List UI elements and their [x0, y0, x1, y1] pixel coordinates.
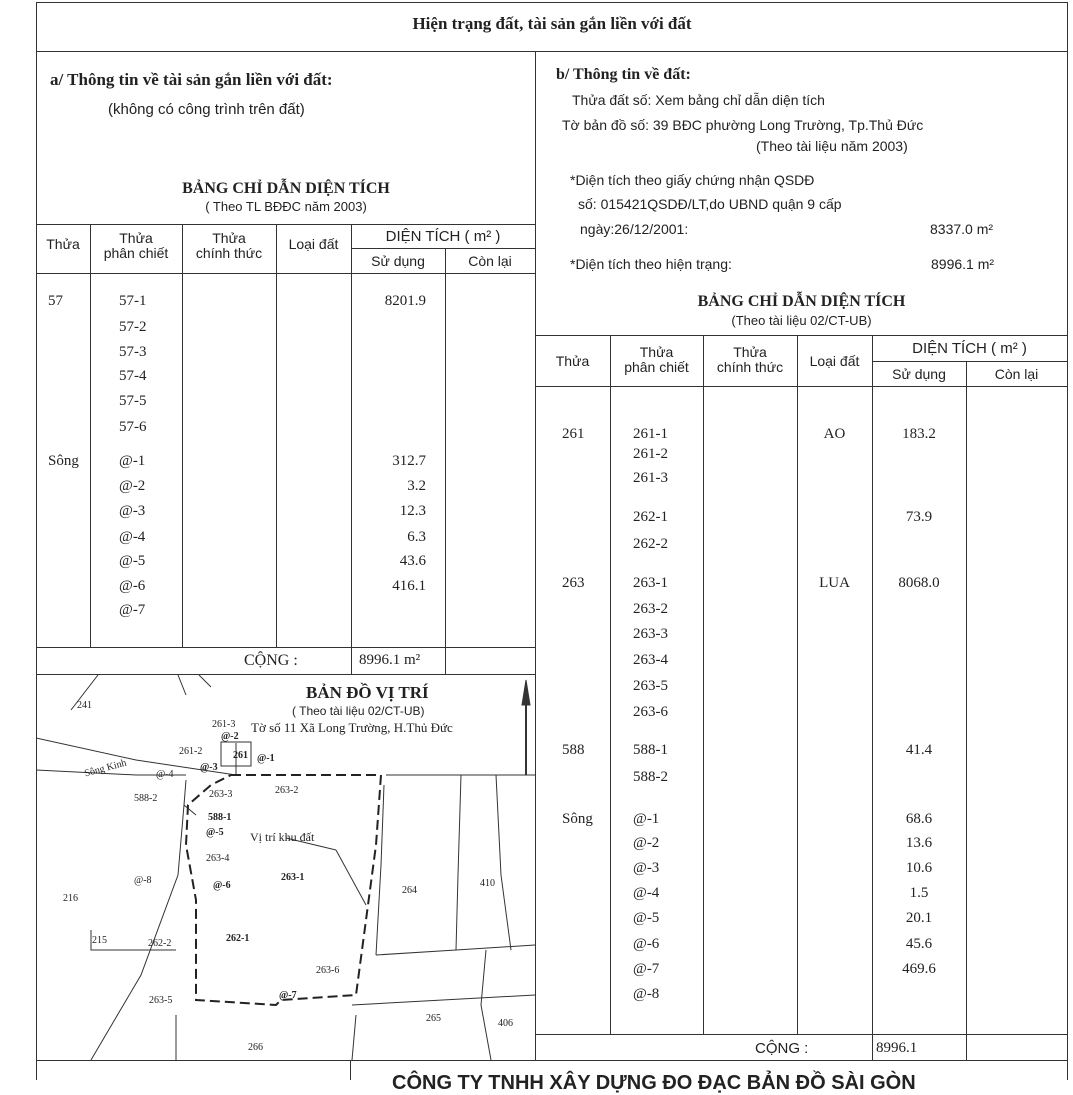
north-arrow-icon: [522, 680, 530, 705]
map-line: [496, 775, 511, 950]
right-table-title: BẢNG CHỈ DẪN DIỆN TÍCH: [697, 293, 906, 310]
map-leader: [336, 850, 366, 905]
rt-phan-cell: 263-3: [633, 626, 668, 642]
map-label: 263-5: [149, 995, 173, 1006]
map-label: 263-1: [281, 872, 305, 883]
rt-phan-cell: 261-3: [633, 470, 668, 486]
rt-sudung-cell: 68.6: [905, 811, 933, 827]
map-label: @-6: [213, 880, 231, 891]
map-label: 241: [77, 700, 92, 711]
rt-phan-cell: 261-2: [633, 446, 668, 462]
lt-col-conlai: Còn lại: [468, 253, 512, 269]
rt-line: [966, 361, 967, 1060]
map-line: [352, 1015, 356, 1060]
current-label: *Diện tích theo hiện trạng:: [570, 256, 732, 272]
left-table-title: BẢNG CHỈ DẪN DIỆN TÍCH: [182, 180, 390, 197]
lt-line: [36, 224, 535, 225]
lt-col-thua: Thửa: [46, 236, 80, 252]
rt-line: [535, 1034, 1067, 1035]
rt-phan-cell: 261-1: [633, 426, 668, 442]
right-total-label: CỘNG :: [755, 1040, 809, 1057]
map-label: 263-6: [316, 965, 340, 976]
lt-sudung-cell: 6.3: [407, 529, 426, 545]
rt-phan-cell: 262-2: [633, 536, 668, 552]
rt-thua-cell: 263: [562, 575, 585, 591]
rt-phan-cell: 263-1: [633, 575, 668, 591]
rt-phan-cell: 588-2: [633, 769, 668, 785]
map-label: 406: [498, 1018, 513, 1029]
lt-sudung-cell: 3.2: [407, 478, 426, 494]
rt-phan-cell: 263-2: [633, 601, 668, 617]
lt-col-dientich: DIỆN TÍCH ( m² ): [385, 228, 501, 245]
left-note: (không có công trình trên đất): [108, 101, 305, 118]
map-label: @-3: [200, 762, 218, 773]
lt-phan-cell: @-4: [119, 529, 146, 545]
map-label: 264: [402, 885, 417, 896]
map-label: @-4: [156, 769, 174, 780]
map-label: @-8: [134, 875, 152, 886]
frame-right: [1067, 2, 1068, 1080]
map-label: 216: [63, 893, 78, 904]
current-value: 8996.1 m²: [931, 256, 995, 272]
rt-sudung-cell: 469.6: [902, 961, 936, 977]
rt-col-loai: Loại đất: [809, 353, 860, 369]
map-label: 588-1: [208, 812, 232, 823]
lt-phan-cell: @-1: [119, 453, 146, 469]
footer-divider: [350, 1060, 351, 1080]
footer-company: CÔNG TY TNHH XÂY DỰNG ĐO ĐẠC BẢN ĐỒ SÀI GÒN: [392, 1072, 916, 1094]
map-label: 588-2: [134, 793, 158, 804]
rt-sudung-cell: 13.6: [905, 835, 933, 851]
map-line: [184, 780, 196, 815]
rt-phan-cell: @-1: [633, 811, 660, 827]
rt-col-thua: Thửa: [555, 353, 590, 369]
map-label: 215: [92, 935, 107, 946]
cert-line-2: số: 015421QSDĐ/LT,do UBND quận 9 cấp: [578, 196, 842, 212]
lt-col-phan: Thửa phân chiết: [103, 230, 169, 261]
map-label: 263-4: [206, 853, 230, 864]
rt-line: [703, 335, 704, 1034]
lt-sudung-cell: 8201.9: [384, 293, 426, 309]
map-line: [376, 785, 384, 955]
map-label: 261-2: [179, 746, 203, 757]
map-label: 410: [480, 878, 495, 889]
rt-phan-cell: @-5: [633, 910, 660, 926]
lt-thua-cell: Sông: [48, 453, 79, 469]
rt-thua-cell: Sông: [562, 811, 593, 827]
lt-line: [351, 248, 535, 249]
right-map-line: Tờ bản đồ số: 39 BĐC phường Long Trường, Tp.Thủ Đức: [562, 117, 924, 133]
rt-loai-cell: LUA: [819, 575, 850, 591]
map-line: [481, 950, 491, 1060]
rt-line: [535, 335, 1067, 336]
lt-sudung-cell: 416.1: [392, 578, 426, 594]
map-line: [376, 945, 535, 955]
right-total-value: 8996.1: [876, 1040, 918, 1056]
map-river-label: Sông Kinh: [83, 757, 128, 780]
map-label: 261-3: [212, 719, 236, 730]
right-parcel-line: Thửa đất số: Xem bảng chỉ dẫn diện tích: [572, 92, 825, 108]
map-label: 266: [248, 1042, 263, 1053]
rt-thua-cell: 261: [562, 426, 585, 442]
rt-line: [610, 335, 611, 1034]
rt-sudung-cell: 73.9: [905, 509, 933, 525]
map-label: @-1: [257, 753, 275, 764]
map-line: [199, 675, 211, 687]
left-table-subtitle: ( Theo TL BĐĐC năm 2003): [205, 199, 367, 214]
map-label: @-7: [279, 990, 297, 1001]
rt-line: [535, 386, 1067, 387]
lt-phan-cell: 57-3: [119, 344, 147, 360]
left-total-value: 8996.1 m²: [359, 652, 421, 668]
map-line: [91, 805, 184, 1060]
rt-col-phan: Thửa phân chiết: [624, 344, 689, 375]
lt-line: [276, 224, 277, 647]
map-line: [352, 995, 535, 1005]
rt-phan-cell: @-2: [633, 835, 660, 851]
map-label: 263-2: [275, 785, 299, 796]
map-line: [178, 675, 186, 695]
lt-line: [36, 647, 535, 648]
left-section-title: a/ Thông tin về tài sản gắn liền với đất:: [50, 70, 333, 89]
lt-phan-cell: @-3: [119, 503, 146, 519]
cert-value: 8337.0 m²: [930, 221, 994, 237]
rt-col-sudung: Sử dụng: [892, 366, 946, 382]
rt-sudung-cell: 8068.0: [898, 575, 940, 591]
rt-phan-cell: @-4: [633, 885, 660, 901]
map-site-label: Vị trí khu đất: [250, 830, 315, 844]
map-label: @-2: [221, 731, 239, 742]
rt-phan-cell: 588-1: [633, 742, 668, 758]
rt-phan-cell: 263-4: [633, 652, 668, 668]
cert-line-1: *Diện tích theo giấy chứng nhận QSDĐ: [570, 172, 815, 188]
map-title: BẢN ĐỒ VỊ TRÍ: [306, 683, 429, 702]
lt-sudung-cell: 312.7: [392, 453, 426, 469]
left-total-label: CỘNG :: [244, 652, 298, 669]
rt-sudung-cell: 1.5: [909, 885, 929, 901]
map-label: 263-3: [209, 789, 233, 800]
right-doc-line: (Theo tài liệu năm 2003): [756, 138, 908, 154]
rt-phan-cell: 263-6: [633, 704, 668, 720]
lt-phan-cell: @-2: [119, 478, 146, 494]
map-subtitle: ( Theo tài liệu 02/CT-UB): [292, 704, 425, 718]
lt-line: [36, 273, 535, 274]
rt-thua-cell: 588: [562, 742, 585, 758]
lt-thua-cell: 57: [48, 293, 63, 309]
lt-line: [182, 224, 183, 647]
rt-col-conlai: Còn lại: [994, 366, 1039, 382]
lt-sudung-cell: 43.6: [399, 553, 426, 569]
lt-phan-cell: 57-5: [119, 393, 147, 409]
lt-phan-cell: 57-1: [119, 293, 147, 309]
rt-sudung-cell: 45.6: [905, 936, 933, 952]
bottom-divider: [36, 1060, 1068, 1061]
map-label: 261: [233, 750, 248, 761]
frame-top: [36, 2, 1068, 3]
header-divider: [36, 51, 1068, 52]
location-map: [36, 675, 535, 1060]
map-sheet: Tờ số 11 Xã Long Trường, H.Thủ Đức: [251, 720, 453, 735]
rt-phan-cell: @-8: [633, 986, 660, 1002]
lt-line: [445, 248, 446, 674]
rt-sudung-cell: 20.1: [905, 910, 933, 926]
lt-phan-cell: @-5: [119, 553, 146, 569]
rt-col-chinh: Thửa chính thức: [716, 344, 784, 375]
right-section-title: b/ Thông tin về đất:: [556, 66, 691, 83]
rt-phan-cell: 262-1: [633, 509, 668, 525]
rt-sudung-cell: 183.2: [902, 426, 936, 442]
map-label: 262-2: [148, 938, 172, 949]
lt-line: [90, 224, 91, 647]
lt-sudung-cell: 12.3: [399, 503, 426, 519]
lt-col-sudung: Sử dụng: [371, 253, 425, 269]
rt-phan-cell: @-3: [633, 860, 660, 876]
rt-phan-cell: @-6: [633, 936, 660, 952]
rt-col-dientich: DIỆN TÍCH ( m² ): [912, 340, 1027, 357]
rt-loai-cell: AO: [823, 426, 846, 442]
rt-sudung-cell: 10.6: [905, 860, 933, 876]
lt-phan-cell: 57-4: [119, 368, 147, 384]
rt-line: [872, 361, 1067, 362]
right-table-subtitle: (Theo tài liệu 02/CT-UB): [731, 313, 872, 328]
map-label: 262-1: [226, 933, 250, 944]
lt-phan-cell: 57-2: [119, 319, 147, 335]
cert-line-3: ngày:26/12/2001:: [580, 221, 689, 237]
rt-phan-cell: 263-5: [633, 678, 668, 694]
lt-phan-cell: @-7: [119, 602, 146, 618]
map-line: [456, 775, 461, 950]
rt-phan-cell: @-7: [633, 961, 660, 977]
rt-sudung-cell: 41.4: [905, 742, 933, 758]
map-label: @-5: [206, 827, 224, 838]
lt-col-loai: Loại đất: [288, 236, 339, 252]
map-label: 265: [426, 1013, 441, 1024]
lt-phan-cell: 57-6: [119, 419, 147, 435]
page-title: Hiện trạng đất, tài sản gắn liền với đất: [412, 14, 692, 33]
lt-col-chinh: Thửa chính thức: [195, 230, 263, 261]
lt-phan-cell: @-6: [119, 578, 146, 594]
